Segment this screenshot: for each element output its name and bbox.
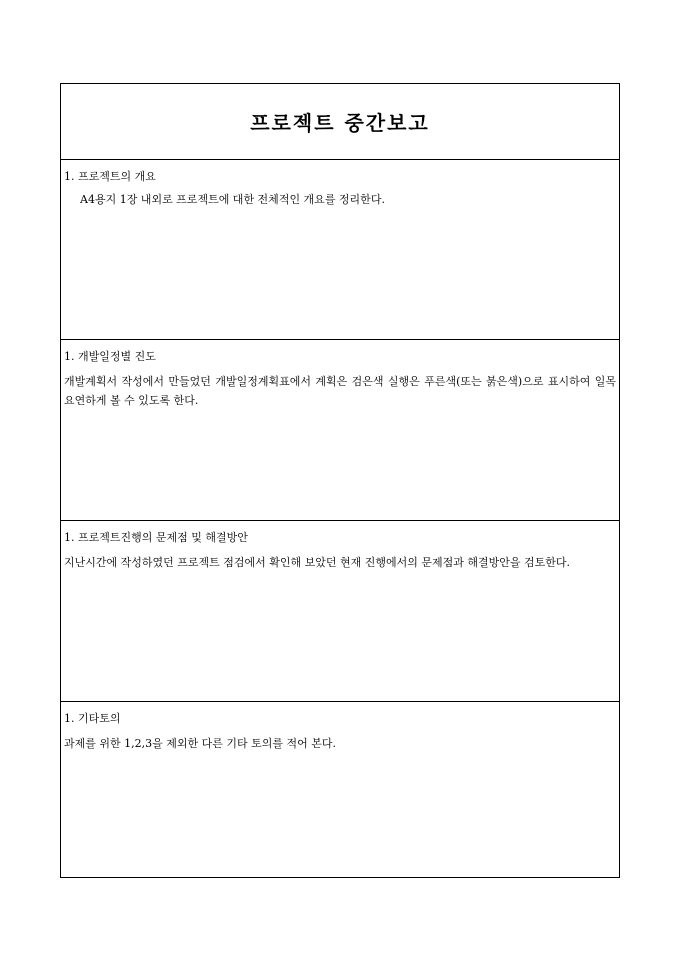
section-body: 개발계획서 작성에서 만들었던 개발일정계획표에서 계획은 검은색 실행은 푸른색(또는 붉은색)으로 표시하여 일목요연하게 볼 수 있도록 한다. xyxy=(64,375,616,407)
section-schedule-progress xyxy=(61,340,619,521)
section-heading: 1. 기타토의 xyxy=(64,712,121,725)
section-body: A4용지 1장 내외로 프로젝트에 대한 전체적인 개요를 정리한다. xyxy=(80,193,385,206)
report-title: 프로젝트 중간보고 xyxy=(250,111,430,135)
title-row xyxy=(61,84,619,160)
section-issues-solutions xyxy=(61,521,619,702)
section-overview xyxy=(61,160,619,340)
section-heading: 1. 개발일정별 진도 xyxy=(64,350,156,363)
section-body: 지난시간에 작성하였던 프로젝트 점검에서 확인해 보았던 현재 진행에서의 문제점과 해결방안을 검토한다. xyxy=(64,556,571,569)
report-form xyxy=(60,83,620,878)
section-heading: 1. 프로젝트의 개요 xyxy=(64,170,156,183)
section-body: 과제를 위한 1,2,3을 제외한 다른 기타 토의를 적어 본다. xyxy=(64,737,336,750)
section-heading: 1. 프로젝트진행의 문제점 및 해결방안 xyxy=(64,531,248,544)
section-other-discussion xyxy=(61,702,619,879)
